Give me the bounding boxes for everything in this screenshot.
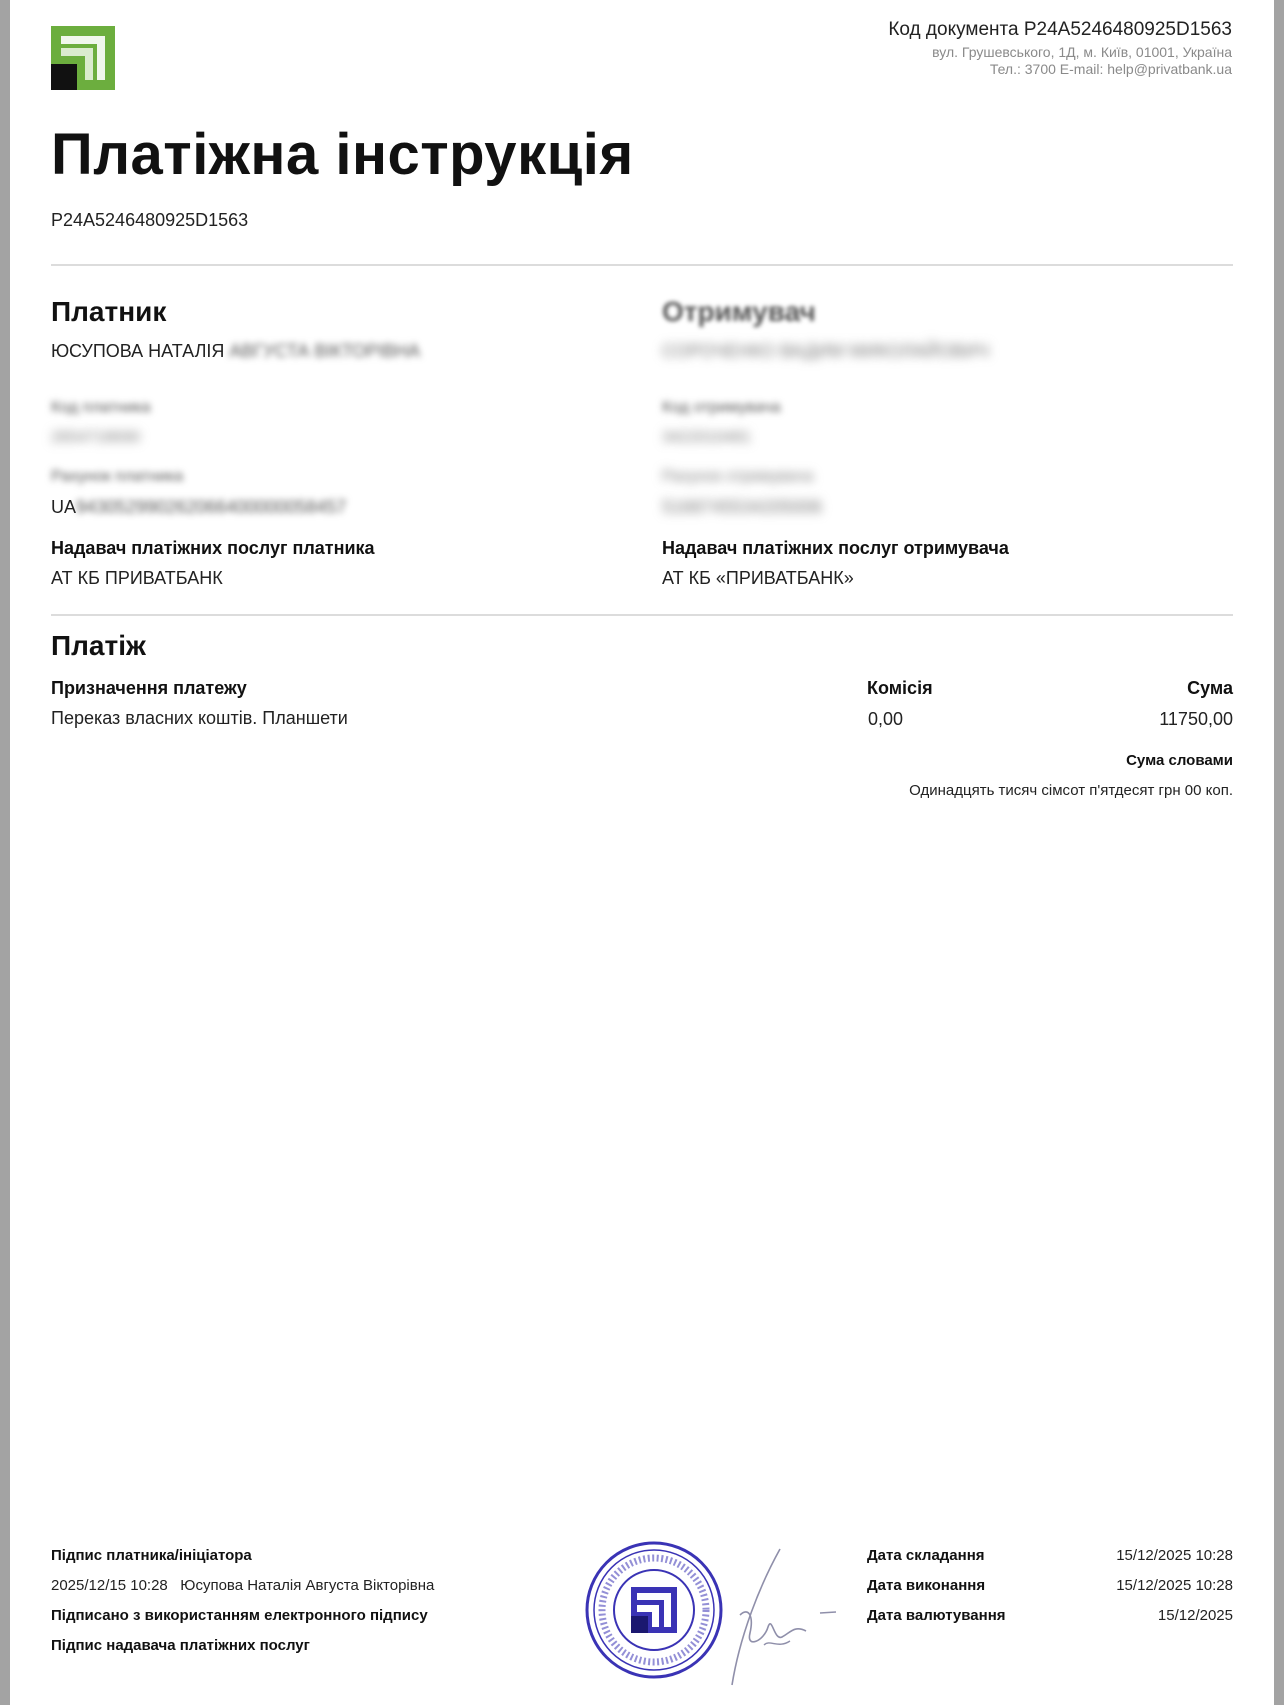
provider-signature-label: Підпис надавача платіжних послуг: [51, 1637, 310, 1654]
bank-address: вул. Грушевського, 1Д, м. Київ, 01001, Україна: [932, 44, 1232, 60]
recipient-provider-value: АТ КБ «ПРИВАТБАНК»: [662, 568, 854, 588]
date-created-value: 15/12/2025 10:28: [1116, 1547, 1233, 1564]
payer-code-value: 2654718690: [51, 429, 140, 446]
recipient-account-label: Рахунок отримувача: [662, 468, 814, 485]
amount-words-value: Одинадцять тисяч сімсот п'ятдесят грн 00 коп.: [909, 782, 1233, 799]
recipient-code-label: Код отримувача: [662, 399, 781, 416]
commission-label: Комісія: [867, 678, 933, 698]
handwritten-signature-icon: [720, 1545, 850, 1690]
payment-heading: Платіж: [51, 630, 146, 661]
purpose-value: Переказ власних коштів. Планшети: [51, 708, 348, 728]
signature-info: 2025/12/15 10:28 Юсупова Наталія Августа Вікторівна: [51, 1577, 435, 1594]
purpose-label: Призначення платежу: [51, 678, 247, 698]
date-executed-value: 15/12/2025 10:28: [1116, 1577, 1233, 1594]
recipient-code-value: 3422010481: [662, 429, 751, 446]
payer-code-label: Код платника: [51, 399, 151, 416]
payer-provider-label: Надавач платіжних послуг платника: [51, 538, 375, 558]
page-title: Платіжна інструкція: [51, 122, 634, 187]
payer-name: ЮСУПОВА НАТАЛІЯ АВГУСТА ВІКТОРІВНА: [51, 341, 421, 361]
payer-account: UA943052990262066400000058457: [51, 497, 347, 517]
divider-middle: [51, 614, 1233, 616]
bank-stamp-icon: [584, 1540, 724, 1680]
signature-label: Підпис платника/ініціатора: [51, 1547, 252, 1564]
document-page: [10, 0, 1274, 1705]
recipient-provider-label: Надавач платіжних послуг отримувача: [662, 538, 1009, 558]
amount-words-label: Сума словами: [1126, 752, 1233, 769]
payer-provider-value: АТ КБ ПРИВАТБАНК: [51, 568, 223, 588]
document-number: P24A5246480925D1563: [51, 210, 249, 230]
recipient-name: СОРОЧЕНКО ВАДИМ МИКОЛАЙОВИЧ: [662, 341, 989, 361]
document-code: Код документа P24A5246480925D1563: [888, 19, 1232, 40]
date-executed-label: Дата виконання: [867, 1577, 986, 1594]
amount-label: Сума: [1187, 678, 1233, 698]
recipient-heading: Отримувач: [662, 296, 816, 327]
recipient-account: 5168745534205006: [662, 497, 823, 517]
date-created-label: Дата складання: [867, 1547, 985, 1564]
privatbank-logo-icon: [51, 26, 115, 90]
payer-account-label: Рахунок платника: [51, 468, 184, 485]
date-value-label: Дата валютування: [867, 1607, 1006, 1624]
date-value-value: 15/12/2025: [1157, 1607, 1233, 1624]
bank-contacts: Тел.: 3700 E-mail: help@privatbank.ua: [989, 61, 1232, 77]
payer-heading: Платник: [51, 296, 167, 327]
esign-note: Підписано з використанням електронного підпису: [51, 1607, 428, 1624]
commission-value: 0,00: [868, 709, 904, 729]
amount-value: 11750,00: [1159, 709, 1233, 729]
divider-top: [51, 264, 1233, 266]
